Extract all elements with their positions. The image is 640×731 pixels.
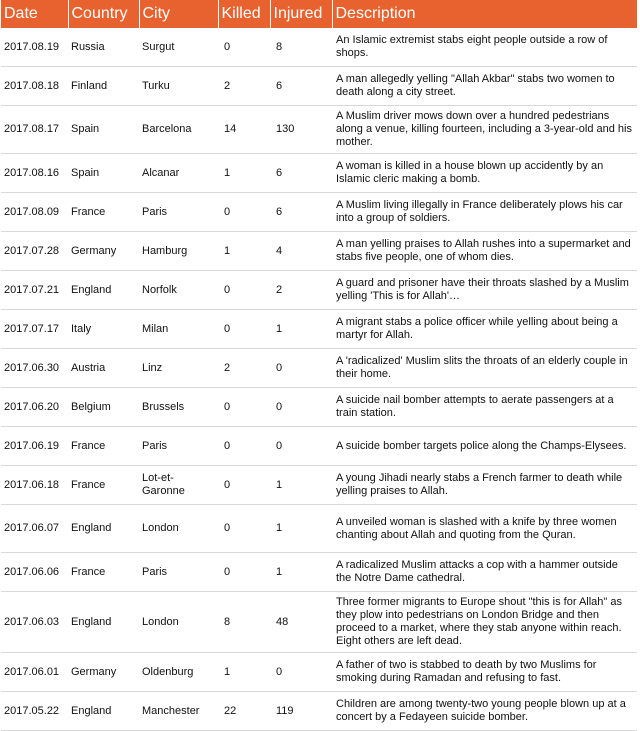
cell-country: Germany <box>68 232 139 271</box>
column-header-injured[interactable]: Injured <box>270 0 332 28</box>
cell-injured: 0 <box>270 427 332 466</box>
cell-description: A young Jihadi nearly stabs a French farmer to death while yelling praises to Allah. <box>332 466 637 505</box>
cell-country: Finland <box>68 67 139 106</box>
cell-city: London <box>139 505 218 553</box>
column-header-country[interactable]: Country <box>68 0 139 28</box>
cell-date: 2017.08.16 <box>1 154 68 193</box>
cell-date: 2017.06.30 <box>1 349 68 388</box>
cell-date: 2017.05.22 <box>1 692 68 731</box>
cell-date: 2017.07.17 <box>1 310 68 349</box>
table-row <box>1 106 637 154</box>
cell-killed: 0 <box>218 427 270 466</box>
cell-city: Manchester <box>139 692 218 731</box>
cell-killed: 22 <box>218 692 270 731</box>
cell-killed: 1 <box>218 653 270 692</box>
cell-description: A Muslim driver mows down over a hundred pedestrians along a venue, killing fourteen, including a 3-year-old and his mother. <box>332 106 637 154</box>
cell-description: A guard and prisoner have their throats slashed by a Muslim yelling 'This is for Allah'… <box>332 271 637 310</box>
column-header-description[interactable]: Description <box>332 0 637 28</box>
cell-killed: 0 <box>218 28 270 67</box>
cell-city: Oldenburg <box>139 653 218 692</box>
cell-country: Germany <box>68 653 139 692</box>
cell-injured: 1 <box>270 310 332 349</box>
cell-country: Belgium <box>68 388 139 427</box>
cell-injured: 0 <box>270 653 332 692</box>
cell-city: Milan <box>139 310 218 349</box>
table-row <box>1 28 637 67</box>
cell-injured: 8 <box>270 28 332 67</box>
table-header <box>1 0 637 28</box>
cell-description: A radicalized Muslim attacks a cop with a hammer outside the Notre Dame cathedral. <box>332 553 637 592</box>
cell-description: A suicide nail bomber attempts to aerate passengers at a train station. <box>332 388 637 427</box>
cell-country: Italy <box>68 310 139 349</box>
cell-country: England <box>68 505 139 553</box>
column-header-date[interactable]: Date <box>1 0 68 28</box>
cell-date: 2017.06.18 <box>1 466 68 505</box>
cell-country: France <box>68 553 139 592</box>
cell-city: Paris <box>139 193 218 232</box>
cell-killed: 0 <box>218 505 270 553</box>
cell-killed: 1 <box>218 232 270 271</box>
cell-date: 2017.08.18 <box>1 67 68 106</box>
cell-date: 2017.08.17 <box>1 106 68 154</box>
cell-city: Barcelona <box>139 106 218 154</box>
table-row <box>1 271 637 310</box>
cell-city: Paris <box>139 427 218 466</box>
cell-injured: 1 <box>270 505 332 553</box>
cell-killed: 14 <box>218 106 270 154</box>
table-row <box>1 653 637 692</box>
cell-description: An Islamic extremist stabs eight people outside a row of shops. <box>332 28 637 67</box>
cell-city: Paris <box>139 553 218 592</box>
table-row <box>1 505 637 553</box>
cell-city: Surgut <box>139 28 218 67</box>
cell-killed: 0 <box>218 271 270 310</box>
cell-date: 2017.07.28 <box>1 232 68 271</box>
cell-city: Turku <box>139 67 218 106</box>
cell-description: A man allegedly yelling "Allah Akbar" stabs two women to death along a city street. <box>332 67 637 106</box>
cell-date: 2017.06.20 <box>1 388 68 427</box>
cell-country: England <box>68 692 139 731</box>
cell-country: France <box>68 466 139 505</box>
table-row <box>1 553 637 592</box>
cell-description: Three former migrants to Europe shout "this is for Allah" as they plow into pedestrians on London Bridge and then proceed to a market, where they stab anyone within reach. Eight others are left dead. <box>332 592 637 653</box>
cell-date: 2017.06.01 <box>1 653 68 692</box>
cell-killed: 0 <box>218 193 270 232</box>
column-header-killed[interactable]: Killed <box>218 0 270 28</box>
cell-injured: 48 <box>270 592 332 653</box>
cell-date: 2017.08.19 <box>1 28 68 67</box>
cell-description: A Muslim living illegally in France deliberately plows his car into a group of soldiers. <box>332 193 637 232</box>
cell-country: France <box>68 193 139 232</box>
cell-killed: 0 <box>218 388 270 427</box>
cell-date: 2017.06.07 <box>1 505 68 553</box>
cell-date: 2017.07.21 <box>1 271 68 310</box>
table-row <box>1 310 637 349</box>
table-body <box>1 28 637 731</box>
table-row <box>1 427 637 466</box>
cell-description: A migrant stabs a police officer while yelling about being a martyr for Allah. <box>332 310 637 349</box>
cell-injured: 130 <box>270 106 332 154</box>
header-row <box>1 0 637 28</box>
cell-description: A suicide bomber targets police along the Champs-Elysees. <box>332 427 637 466</box>
cell-killed: 0 <box>218 553 270 592</box>
cell-injured: 2 <box>270 271 332 310</box>
cell-date: 2017.06.03 <box>1 592 68 653</box>
cell-city: Norfolk <box>139 271 218 310</box>
table-row <box>1 466 637 505</box>
cell-country: England <box>68 592 139 653</box>
cell-killed: 2 <box>218 67 270 106</box>
cell-injured: 1 <box>270 553 332 592</box>
cell-description: Children are among twenty-two young people blown up at a concert by a Fedayeen suicide bomber. <box>332 692 637 731</box>
cell-injured: 6 <box>270 154 332 193</box>
cell-city: Lot-et-Garonne <box>139 466 218 505</box>
cell-injured: 6 <box>270 67 332 106</box>
cell-killed: 8 <box>218 592 270 653</box>
cell-description: A 'radicalized' Muslim slits the throats of an elderly couple in their home. <box>332 349 637 388</box>
cell-injured: 0 <box>270 349 332 388</box>
cell-country: France <box>68 427 139 466</box>
table-row <box>1 193 637 232</box>
cell-injured: 4 <box>270 232 332 271</box>
cell-killed: 2 <box>218 349 270 388</box>
cell-country: Spain <box>68 154 139 193</box>
cell-description: A man yelling praises to Allah rushes into a supermarket and stabs five people, one of whom dies. <box>332 232 637 271</box>
cell-city: Hamburg <box>139 232 218 271</box>
cell-description: A unveiled woman is slashed with a knife by three women chanting about Allah and quoting from the Quran. <box>332 505 637 553</box>
cell-description: A woman is killed in a house blown up accidently by an Islamic cleric making a bomb. <box>332 154 637 193</box>
cell-killed: 0 <box>218 466 270 505</box>
cell-injured: 0 <box>270 388 332 427</box>
cell-country: England <box>68 271 139 310</box>
table-row <box>1 592 637 653</box>
cell-city: Brussels <box>139 388 218 427</box>
attacks-table <box>1 0 637 731</box>
cell-injured: 119 <box>270 692 332 731</box>
table-row <box>1 692 637 731</box>
table-row <box>1 67 637 106</box>
table-row <box>1 232 637 271</box>
table-row <box>1 349 637 388</box>
table-row <box>1 388 637 427</box>
cell-country: Russia <box>68 28 139 67</box>
cell-country: Austria <box>68 349 139 388</box>
table-row <box>1 154 637 193</box>
cell-date: 2017.08.09 <box>1 193 68 232</box>
cell-killed: 1 <box>218 154 270 193</box>
cell-description: A father of two is stabbed to death by two Muslims for smoking during Ramadan and refusing to fast. <box>332 653 637 692</box>
cell-city: Alcanar <box>139 154 218 193</box>
cell-city: London <box>139 592 218 653</box>
cell-city: Linz <box>139 349 218 388</box>
column-header-city[interactable]: City <box>139 0 218 28</box>
cell-date: 2017.06.19 <box>1 427 68 466</box>
cell-date: 2017.06.06 <box>1 553 68 592</box>
cell-killed: 0 <box>218 310 270 349</box>
cell-injured: 1 <box>270 466 332 505</box>
cell-country: Spain <box>68 106 139 154</box>
cell-injured: 6 <box>270 193 332 232</box>
